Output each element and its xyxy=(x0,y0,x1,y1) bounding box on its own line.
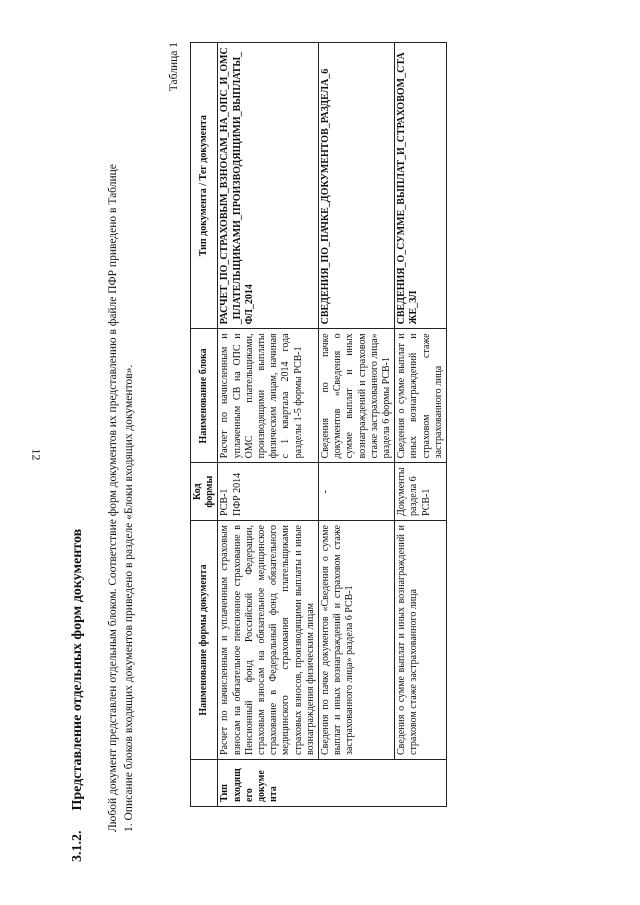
doc-tag-cell: РАСЧЕТ_ПО_СТРАХОВЫМ_ВЗНОСАМ_НА_ОПС_И_ОМС_ПЛАТЕЛЬЩИКАМИ_ПРОИЗВОДЯЩИМИ_ВЫПЛАТЫ_ФЛ_2014 xyxy=(218,43,319,329)
page-number: 12 xyxy=(29,448,44,461)
table-caption: Таблица 1 xyxy=(168,42,180,92)
block-name-cell: Расчет по начисленным и уплаченным СВ на ОПС и ОМС плательщиками, производящими выплаты физическим лицам, начиная с 1 квартала 2014 года разделы 1-5 формы РСВ-1 xyxy=(218,329,319,463)
intro-paragraph xyxy=(106,42,137,832)
forms-table xyxy=(190,42,447,807)
table-row xyxy=(395,43,447,807)
type-cell xyxy=(218,760,447,807)
rotated-page-content xyxy=(70,42,580,862)
col-header-code: Код формы xyxy=(191,463,218,521)
block-name-cell: Сведения о сумме выплат и иных вознаграждений и страховом стаже застрахованного лица xyxy=(395,329,447,463)
doc-tag-cell: СВЕДЕНИЯ_О_СУММЕ_ВЫПЛАТ_И_СТРАХОВОМ_СТАЖЕ_ЗЛ xyxy=(395,43,447,329)
table-header-row xyxy=(191,43,218,807)
form-name-cell: Расчет по начисленным и уплаченным страховым взносам на обязательное пенсионное страхование в Пенсионный фонд Российской Федерации, страховым взносам на обязательное медицинское страхование в Федеральный фонд обязательного медицинского страхования плательщиками страховых взносов, производящими выплаты и иные вознаграждения физическим лицам xyxy=(218,521,319,760)
section-number: 3.1.2. xyxy=(70,830,85,862)
block-name-cell: Сведения по пачке документов «Сведения о сумме выплат и иных вознаграждений и страховом стаже застрахованного лица» раздела 6 формы РСВ-1 xyxy=(319,329,395,463)
doc-tag-cell: СВЕДЕНИЯ_ПО_ПАЧКЕ_ДОКУМЕНТОВ_РАЗДЕЛА_6 xyxy=(319,43,395,329)
col-header-block-name: Наименование блока xyxy=(191,329,218,463)
col-header-form-name: Наименование формы документа xyxy=(191,521,218,760)
form-name-cell: Сведения о сумме выплат и иных вознаграждений и страховом стаже застрахованного лица xyxy=(395,521,447,760)
type-label: Тип входящ его докуме нта xyxy=(219,768,280,802)
table-row xyxy=(218,43,319,807)
form-code-cell: РСВ-1 ПФР 2014 xyxy=(218,463,319,521)
section-heading xyxy=(70,42,86,862)
intro-line: 1. Описание блоков входящих документов приведено в разделе «Блоки входящих документов». xyxy=(122,364,135,832)
form-code-cell: Документы раздела 6 РСВ-1 xyxy=(395,463,447,521)
table-row xyxy=(319,43,395,807)
form-code-cell: - xyxy=(319,463,395,521)
section-title: Представление отдельных форм документов xyxy=(70,528,85,811)
form-name-cell: Сведения по пачке документов «Сведения о сумме выплат и иных вознаграждений и страховом стаже застрахованного лица» раздела 6 РСВ-1 xyxy=(319,521,395,760)
col-header-doc-tag: Тип документа / Тег документа xyxy=(191,43,218,329)
intro-line: Любой документ представлен отдельным блоком. Соответствие форм документов их представлению в файле ПФР приведено в Таблице xyxy=(107,164,119,832)
col-header-type xyxy=(191,760,218,807)
